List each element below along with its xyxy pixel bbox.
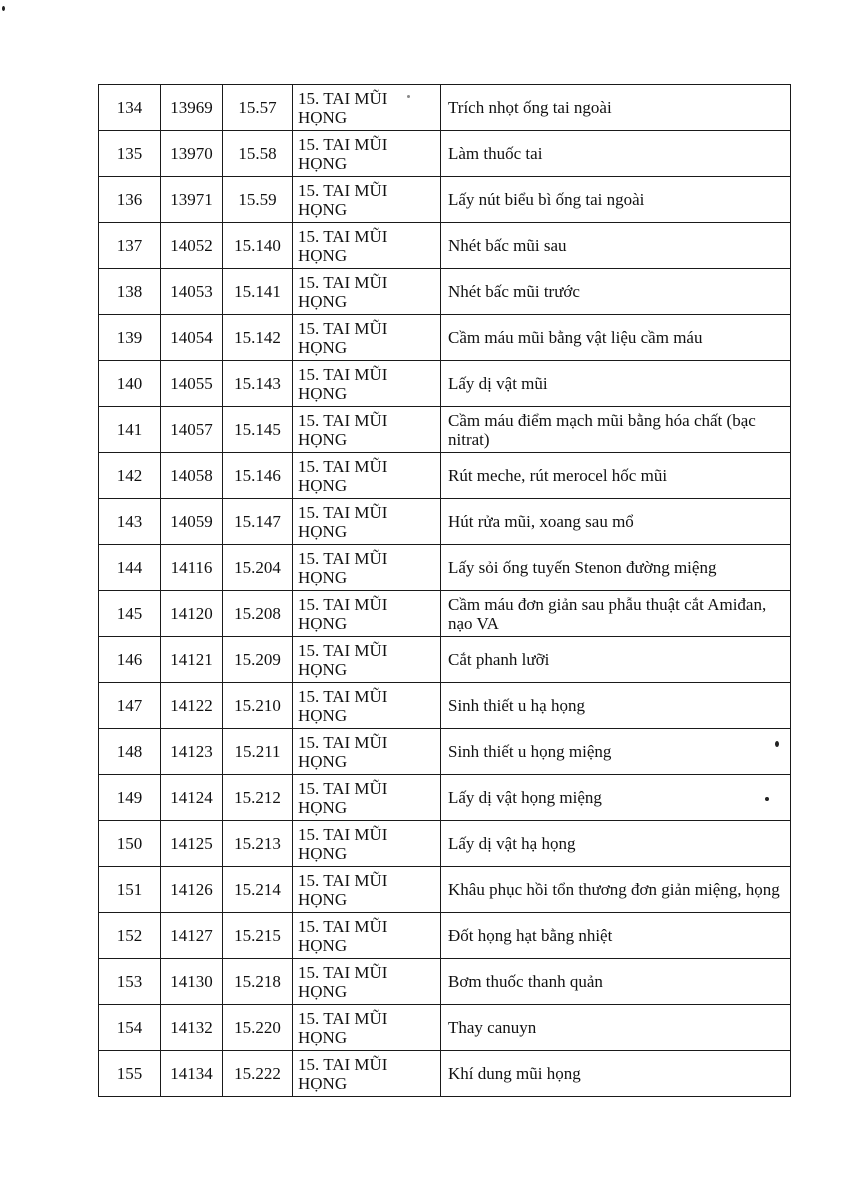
procedure-name-cell: Rút meche, rút merocel hốc mũi (441, 453, 791, 499)
row-number-cell: 140 (99, 361, 161, 407)
procedure-name-cell: Sinh thiết u hạ họng (441, 683, 791, 729)
procedure-number-cell: 15.147 (223, 499, 293, 545)
specialty-cell (293, 775, 441, 821)
specialty-line-2: HỌNG (298, 705, 348, 725)
row-number-cell: 151 (99, 867, 161, 913)
procedure-table-body (99, 85, 791, 1097)
specialty-cell (293, 499, 441, 545)
table-row (99, 821, 791, 867)
specialty-line-1: 15. TAI MŨI (298, 272, 388, 292)
specialty-line-1: 15. TAI MŨI (298, 824, 388, 844)
row-number-cell: 137 (99, 223, 161, 269)
specialty-cell (293, 85, 441, 131)
procedure-number-cell: 15.209 (223, 637, 293, 683)
specialty-line-1: 15. TAI MŨI (298, 870, 388, 890)
table-row (99, 453, 791, 499)
table-row (99, 499, 791, 545)
specialty-cell (293, 821, 441, 867)
procedure-number-cell: 15.213 (223, 821, 293, 867)
scan-speck (775, 741, 779, 747)
row-number-cell: 141 (99, 407, 161, 453)
row-number-cell: 153 (99, 959, 161, 1005)
table-row (99, 775, 791, 821)
specialty-line-1: 15. TAI MŨI (298, 456, 388, 476)
specialty-line-2: HỌNG (298, 153, 348, 173)
procedure-name-cell: Sinh thiết u họng miệng (441, 729, 791, 775)
specialty-cell (293, 361, 441, 407)
code-cell: 14058 (161, 453, 223, 499)
code-cell: 13969 (161, 85, 223, 131)
code-cell: 14134 (161, 1051, 223, 1097)
code-cell: 14120 (161, 591, 223, 637)
scan-speck (407, 95, 410, 98)
procedure-name-cell: Cầm máu điểm mạch mũi bằng hóa chất (bạc nitrat) (441, 407, 791, 453)
procedure-number-cell: 15.215 (223, 913, 293, 959)
table-row (99, 683, 791, 729)
specialty-line-1: 15. TAI MŨI (298, 88, 388, 108)
code-cell: 14052 (161, 223, 223, 269)
code-cell: 14125 (161, 821, 223, 867)
row-number-cell: 139 (99, 315, 161, 361)
procedure-number-cell: 15.141 (223, 269, 293, 315)
procedure-number-cell: 15.145 (223, 407, 293, 453)
specialty-line-1: 15. TAI MŨI (298, 594, 388, 614)
scan-speck (765, 797, 769, 801)
specialty-line-1: 15. TAI MŨI (298, 226, 388, 246)
procedure-name-cell: Nhét bấc mũi sau (441, 223, 791, 269)
specialty-cell (293, 223, 441, 269)
specialty-line-1: 15. TAI MŨI (298, 1008, 388, 1028)
row-number-cell: 143 (99, 499, 161, 545)
table-row (99, 637, 791, 683)
specialty-line-1: 15. TAI MŨI (298, 548, 388, 568)
table-row (99, 913, 791, 959)
row-number-cell: 138 (99, 269, 161, 315)
specialty-line-2: HỌNG (298, 383, 348, 403)
specialty-line-2: HỌNG (298, 1027, 348, 1047)
code-cell: 14123 (161, 729, 223, 775)
table-row (99, 361, 791, 407)
specialty-line-1: 15. TAI MŨI (298, 364, 388, 384)
row-number-cell: 149 (99, 775, 161, 821)
table-row (99, 223, 791, 269)
specialty-cell (293, 1005, 441, 1051)
table-row (99, 591, 791, 637)
specialty-cell (293, 913, 441, 959)
table-row (99, 1005, 791, 1051)
table-row (99, 131, 791, 177)
row-number-cell: 145 (99, 591, 161, 637)
table-row (99, 1051, 791, 1097)
table-row (99, 545, 791, 591)
specialty-line-2: HỌNG (298, 889, 348, 909)
row-number-cell: 134 (99, 85, 161, 131)
procedure-name-cell: Làm thuốc tai (441, 131, 791, 177)
procedure-name-cell: Lấy nút biểu bì ống tai ngoài (441, 177, 791, 223)
row-number-cell: 135 (99, 131, 161, 177)
row-number-cell: 155 (99, 1051, 161, 1097)
specialty-cell (293, 683, 441, 729)
procedure-name-cell: Thay canuyn (441, 1005, 791, 1051)
row-number-cell: 154 (99, 1005, 161, 1051)
specialty-line-2: HỌNG (298, 935, 348, 955)
procedure-name-cell: Lấy dị vật hạ họng (441, 821, 791, 867)
specialty-line-1: 15. TAI MŨI (298, 686, 388, 706)
specialty-line-2: HỌNG (298, 981, 348, 1001)
scan-speck (2, 6, 5, 11)
code-cell: 14116 (161, 545, 223, 591)
specialty-cell (293, 867, 441, 913)
code-cell: 14127 (161, 913, 223, 959)
specialty-line-2: HỌNG (298, 567, 348, 587)
specialty-cell (293, 177, 441, 223)
code-cell: 14057 (161, 407, 223, 453)
specialty-line-1: 15. TAI MŨI (298, 410, 388, 430)
specialty-cell (293, 959, 441, 1005)
procedure-name-cell: Cắt phanh lưỡi (441, 637, 791, 683)
code-cell: 13971 (161, 177, 223, 223)
specialty-line-2: HỌNG (298, 337, 348, 357)
procedure-table (98, 84, 791, 1097)
code-cell: 14054 (161, 315, 223, 361)
table-row (99, 867, 791, 913)
procedure-number-cell: 15.142 (223, 315, 293, 361)
table-row (99, 729, 791, 775)
specialty-line-2: HỌNG (298, 613, 348, 633)
procedure-name-cell: Hút rửa mũi, xoang sau mổ (441, 499, 791, 545)
specialty-line-1: 15. TAI MŨI (298, 180, 388, 200)
row-number-cell: 147 (99, 683, 161, 729)
specialty-line-2: HỌNG (298, 291, 348, 311)
specialty-line-2: HỌNG (298, 797, 348, 817)
specialty-line-1: 15. TAI MŨI (298, 318, 388, 338)
specialty-line-1: 15. TAI MŨI (298, 640, 388, 660)
specialty-line-1: 15. TAI MŨI (298, 134, 388, 154)
table-row (99, 177, 791, 223)
procedure-name-cell: Lấy dị vật mũi (441, 361, 791, 407)
specialty-line-2: HỌNG (298, 843, 348, 863)
procedure-number-cell: 15.58 (223, 131, 293, 177)
row-number-cell: 150 (99, 821, 161, 867)
specialty-cell (293, 315, 441, 361)
procedure-number-cell: 15.146 (223, 453, 293, 499)
procedure-name-cell: Khí dung mũi họng (441, 1051, 791, 1097)
row-number-cell: 136 (99, 177, 161, 223)
specialty-line-2: HỌNG (298, 429, 348, 449)
specialty-line-2: HỌNG (298, 1073, 348, 1093)
row-number-cell: 142 (99, 453, 161, 499)
procedure-name-cell: Bơm thuốc thanh quản (441, 959, 791, 1005)
procedure-number-cell: 15.208 (223, 591, 293, 637)
code-cell: 14121 (161, 637, 223, 683)
code-cell: 14132 (161, 1005, 223, 1051)
procedure-name-cell: Lấy sỏi ống tuyến Stenon đường miệng (441, 545, 791, 591)
code-cell: 14059 (161, 499, 223, 545)
table-row (99, 85, 791, 131)
specialty-line-1: 15. TAI MŨI (298, 732, 388, 752)
procedure-number-cell: 15.220 (223, 1005, 293, 1051)
specialty-line-2: HỌNG (298, 199, 348, 219)
row-number-cell: 152 (99, 913, 161, 959)
procedure-name-cell: Cầm máu đơn giản sau phẫu thuật cắt Amiđan, nạo VA (441, 591, 791, 637)
row-number-cell: 148 (99, 729, 161, 775)
procedure-name-cell: Đốt họng hạt bằng nhiệt (441, 913, 791, 959)
specialty-cell (293, 407, 441, 453)
specialty-line-2: HỌNG (298, 475, 348, 495)
procedure-number-cell: 15.210 (223, 683, 293, 729)
procedure-name-cell: Trích nhọt ống tai ngoài (441, 85, 791, 131)
row-number-cell: 144 (99, 545, 161, 591)
table-row (99, 407, 791, 453)
specialty-cell (293, 269, 441, 315)
specialty-line-2: HỌNG (298, 659, 348, 679)
procedure-number-cell: 15.204 (223, 545, 293, 591)
table-row (99, 269, 791, 315)
specialty-cell (293, 453, 441, 499)
specialty-line-2: HỌNG (298, 751, 348, 771)
specialty-line-2: HỌNG (298, 107, 348, 127)
procedure-number-cell: 15.218 (223, 959, 293, 1005)
procedure-number-cell: 15.211 (223, 729, 293, 775)
procedure-number-cell: 15.59 (223, 177, 293, 223)
specialty-line-1: 15. TAI MŨI (298, 916, 388, 936)
procedure-number-cell: 15.143 (223, 361, 293, 407)
specialty-line-1: 15. TAI MŨI (298, 962, 388, 982)
procedure-number-cell: 15.140 (223, 223, 293, 269)
specialty-cell (293, 131, 441, 177)
code-cell: 14055 (161, 361, 223, 407)
procedure-number-cell: 15.57 (223, 85, 293, 131)
specialty-cell (293, 591, 441, 637)
specialty-line-2: HỌNG (298, 245, 348, 265)
code-cell: 14122 (161, 683, 223, 729)
code-cell: 13970 (161, 131, 223, 177)
code-cell: 14053 (161, 269, 223, 315)
procedure-number-cell: 15.214 (223, 867, 293, 913)
specialty-line-1: 15. TAI MŨI (298, 778, 388, 798)
specialty-cell (293, 1051, 441, 1097)
table-row (99, 315, 791, 361)
specialty-line-1: 15. TAI MŨI (298, 502, 388, 522)
procedure-name-cell: Lấy dị vật họng miệng (441, 775, 791, 821)
procedure-number-cell: 15.212 (223, 775, 293, 821)
code-cell: 14130 (161, 959, 223, 1005)
row-number-cell: 146 (99, 637, 161, 683)
code-cell: 14126 (161, 867, 223, 913)
specialty-line-2: HỌNG (298, 521, 348, 541)
procedure-name-cell: Khâu phục hồi tổn thương đơn giản miệng, họng (441, 867, 791, 913)
specialty-cell (293, 729, 441, 775)
code-cell: 14124 (161, 775, 223, 821)
specialty-line-1: 15. TAI MŨI (298, 1054, 388, 1074)
table-row (99, 959, 791, 1005)
specialty-cell (293, 545, 441, 591)
procedure-name-cell: Cầm máu mũi bằng vật liệu cầm máu (441, 315, 791, 361)
procedure-name-cell: Nhét bấc mũi trước (441, 269, 791, 315)
procedure-number-cell: 15.222 (223, 1051, 293, 1097)
specialty-cell (293, 637, 441, 683)
